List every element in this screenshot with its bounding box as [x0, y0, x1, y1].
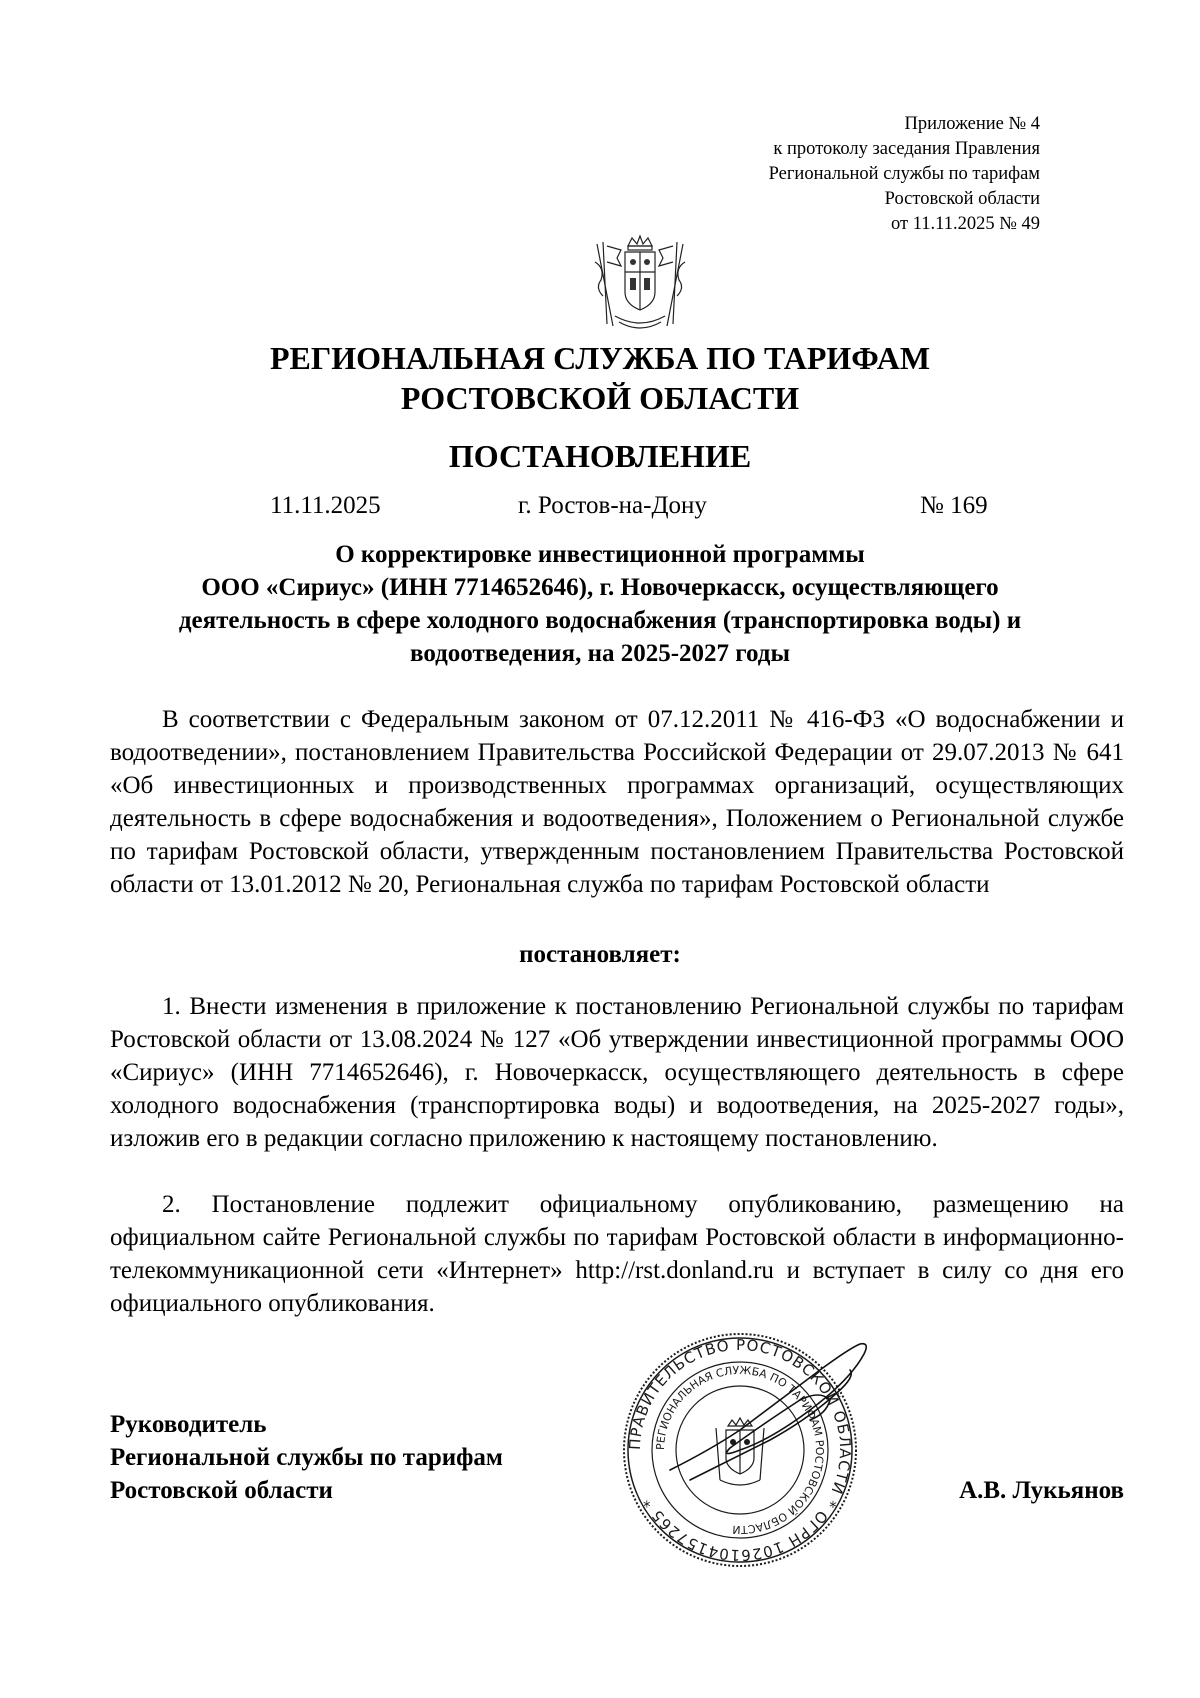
appendix-note — [769, 112, 1040, 237]
subject-line: деятельность в сфере холодного водоснабжения (транспортировка воды) и — [178, 607, 1022, 634]
resolves-heading: постановляет: — [519, 941, 681, 968]
coat-of-arms-icon — [585, 232, 695, 336]
seal-outer-text: ПРАВИТЕЛЬСТВО РОСТОВСКОЙ ОБЛАСТИ * ОГРН 1026104157265 * — [625, 1335, 855, 1565]
document-number: № 169 — [920, 492, 988, 519]
organization-title — [0, 338, 1200, 418]
signer-title-line: Ростовской области — [110, 1477, 333, 1504]
document-subject — [110, 538, 1090, 670]
document-date: 11.11.2025 — [270, 492, 381, 519]
org-title-line: РЕГИОНАЛЬНАЯ СЛУЖБА ПО ТАРИФАМ — [269, 340, 931, 376]
seal-inner-text: РЕГИОНАЛЬНАЯ СЛУЖБА ПО ТАРИФАМ РОСТОВСКОЙ ОБЛАСТИ — [653, 1363, 827, 1537]
subject-line: О корректировке инвестиционной программы — [335, 541, 865, 568]
appendix-line: от 11.11.2025 № 49 — [891, 214, 1040, 234]
handwritten-signature — [650, 1330, 900, 1510]
org-title-line: РОСТОВСКОЙ ОБЛАСТИ — [400, 380, 800, 416]
appendix-line: Приложение № 4 — [904, 114, 1040, 134]
signer-title-line: Руководитель — [110, 1411, 267, 1438]
signer-name: А.В. Лукьянов — [959, 1477, 1124, 1504]
signer-title — [110, 1408, 503, 1507]
document-type: ПОСТАНОВЛЕНИЕ — [448, 438, 752, 474]
document-city: г. Ростов-на-Дону — [518, 492, 707, 519]
appendix-line: Региональной службы по тарифам — [768, 164, 1040, 184]
signer-title-line: Региональной службы по тарифам — [110, 1444, 503, 1471]
subject-line: водоотведения, на 2025-2027 годы — [410, 640, 790, 667]
subject-line: ООО «Сириус» (ИНН 7714652646), г. Новочеркасск, осуществляющего — [201, 574, 999, 601]
preamble-paragraph: В соответствии с Федеральным законом от 07.12.2011 № 416-ФЗ «О водоснабжении и водоотведении», постановлением Правительства Российской Федерации от 29.07.2013 № 641 «Об инвестиционных и производственных программах организаций, осуществляющих деятельность в сфере водоснабжения и водоотведения», Положением о Региональной службе по тарифам Ростовской области, утвержденным постановлением Правительства Ростовской области от 13.01.2012 № 20, Региональная служба по тарифам Ростовской области — [110, 706, 1124, 898]
appendix-line: Ростовской области — [884, 189, 1040, 209]
item-1-paragraph: 1. Внести изменения в приложение к постановлению Региональной службы по тарифам Ростовской области от 13.08.2024 № 127 «Об утверждении инвестиционной программы ООО «Сириус» (ИНН 7714652646), г. Новочеркасск, осуществляющего деятельность в сфере холодного водоснабжения (транспортировка воды) и водоотведения, на 2025-2027 годы», изложив его в редакции согласно приложению к настоящему постановлению. — [110, 993, 1124, 1152]
appendix-line: к протоколу заседания Правления — [773, 139, 1040, 159]
item-2-paragraph: 2. Постановление подлежит официальному опубликованию, размещению на официальном сайте Региональной службы по тарифам Ростовской области в информационно-телекоммуникационной сети «Интернет» http://rst.donland.ru и вступает в силу со дня его официального опубликования. — [110, 1191, 1124, 1317]
